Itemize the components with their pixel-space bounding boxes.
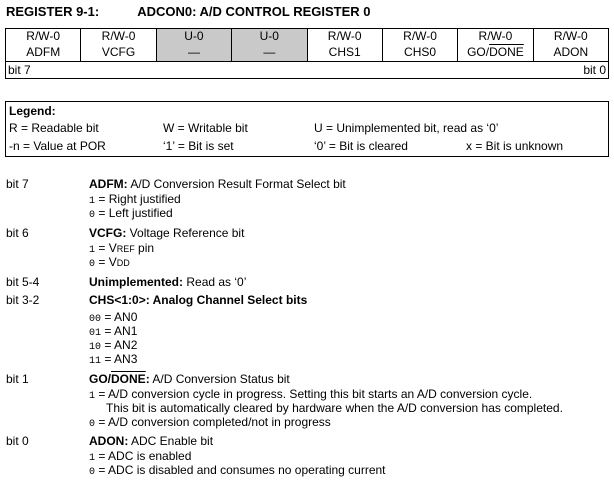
- bit-name: ADFM:: [89, 177, 128, 191]
- bit-value: 01 = AN1: [89, 324, 138, 339]
- bit-value: 0 = VDD: [89, 255, 130, 270]
- access-cell: R/W-0: [382, 29, 457, 45]
- access-cell: U-0: [156, 29, 231, 45]
- bit-name-cell: CHS0: [382, 44, 457, 62]
- legend-box: [5, 101, 609, 157]
- access-cell: R/W-0: [81, 29, 156, 45]
- bit-value: 0 = Left justified: [89, 206, 173, 221]
- bit-value: 0 = ADC is disabled and consumes no operating current: [89, 463, 386, 478]
- bit-left-label: bit 7: [8, 62, 31, 77]
- bit-value: 1 = A/D conversion cycle in progress. Setting this bit starts an A/D conversion cycle.: [89, 387, 533, 402]
- bit-number: bit 3-2: [6, 293, 40, 307]
- go-label: GO/: [467, 45, 490, 59]
- legend-title: Legend:: [9, 104, 56, 118]
- bit-name: VCFG:: [89, 226, 127, 240]
- bit-summary: A/D Conversion Result Format Select bit: [127, 177, 346, 191]
- bit-value: 1 = Right justified: [89, 192, 181, 207]
- bit-value: 00 = AN0: [89, 310, 138, 325]
- bit-name: ADON:: [89, 434, 129, 448]
- legend-readable: R = Readable bit: [9, 121, 99, 135]
- legend-unknown: x = Bit is unknown: [466, 139, 564, 153]
- bit-number-row: [6, 62, 609, 79]
- register-label: REGISTER 9-1:: [6, 4, 100, 19]
- access-row: [6, 29, 609, 45]
- bit-name-cell: VCFG: [81, 44, 156, 62]
- bit-value: 0 = A/D conversion completed/not in progress: [89, 415, 331, 430]
- legend-writable: W = Writable bit: [163, 121, 248, 135]
- bit-name-cell: —: [232, 44, 307, 62]
- bit-value-continuation: This bit is automatically cleared by hardware when the A/D conversion has completed.: [106, 401, 563, 415]
- bit-name-cell: —: [156, 44, 231, 62]
- bit-name-cell: CHS1: [307, 44, 382, 62]
- bit-summary: A/D Conversion Status bit: [149, 372, 290, 386]
- bit-number: bit 7: [6, 177, 29, 191]
- bit-name-cell: ADFM: [6, 44, 81, 62]
- bit-name-cell: [458, 44, 533, 62]
- access-cell: R/W-0: [533, 29, 608, 45]
- register-title: [6, 4, 370, 19]
- register-name: ADCON0: A/D CONTROL REGISTER 0: [137, 4, 371, 19]
- bit-name-cell: ADON: [533, 44, 608, 62]
- done-label: DONE: [489, 45, 524, 59]
- legend-set: ‘1’ = Bit is set: [163, 139, 234, 153]
- bit-summary: Read as ‘0’: [183, 275, 247, 289]
- access-cell: R/W-0: [458, 29, 533, 45]
- bit-value: 1 = ADC is enabled: [89, 449, 192, 464]
- access-cell: U-0: [232, 29, 307, 45]
- bit-value: 11 = AN3: [89, 352, 138, 367]
- legend-cleared: ‘0’ = Bit is cleared: [314, 139, 408, 153]
- bit-name: GO/DONE:: [89, 372, 150, 386]
- access-cell: R/W-0: [307, 29, 382, 45]
- bit-number: bit 5-4: [6, 275, 40, 289]
- bit-right-label: bit 0: [583, 62, 606, 77]
- bit-value: 10 = AN2: [89, 338, 138, 353]
- bit-summary: ADC Enable bit: [128, 434, 214, 448]
- bit-number: bit 0: [6, 434, 29, 448]
- bit-name-row: [6, 44, 609, 62]
- register-bit-table: [5, 28, 609, 79]
- access-cell: R/W-0: [6, 29, 81, 45]
- bit-number: bit 6: [6, 226, 29, 240]
- bit-name: Unimplemented:: [89, 275, 184, 289]
- bit-number: bit 1: [6, 372, 29, 386]
- bit-name: CHS<1:0>: Analog Channel Select bits: [89, 293, 308, 307]
- legend-unimplemented: U = Unimplemented bit, read as ‘0’: [314, 121, 499, 135]
- bit-value: 1 = VREF pin: [89, 241, 155, 256]
- bit-summary: Voltage Reference bit: [126, 226, 245, 240]
- legend-por: -n = Value at POR: [9, 139, 106, 153]
